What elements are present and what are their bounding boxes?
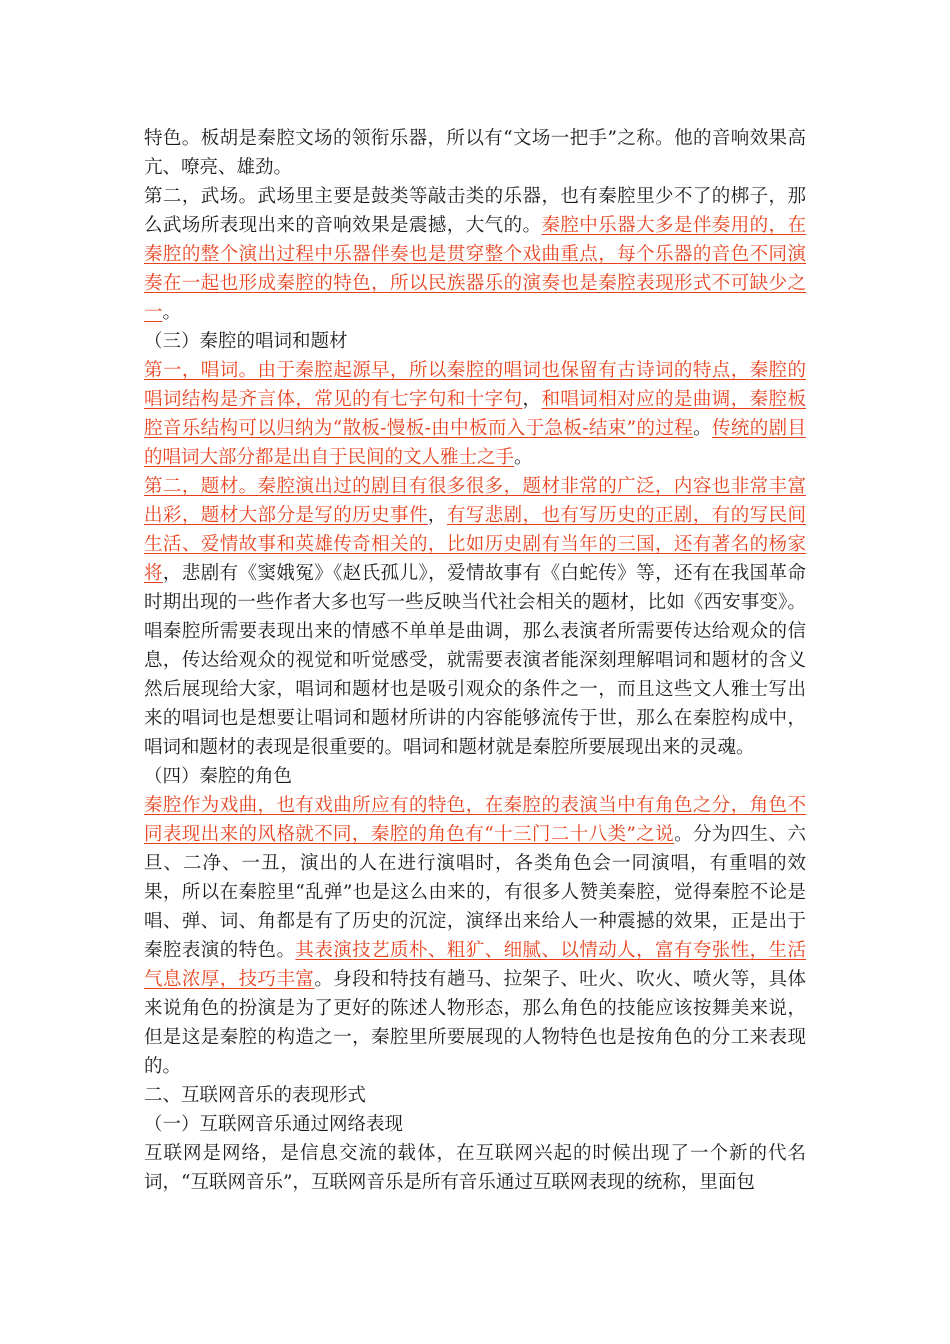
paragraph — [144, 1081, 806, 1110]
body-text: （四）秦腔的角色 — [144, 766, 293, 787]
highlighted-text: 和唱词相对应的是曲调，秦腔板腔音乐结构可以归纳为“散板-慢板-由中板而入于急板-结束”的过程 — [144, 389, 806, 439]
paragraph — [144, 182, 806, 327]
highlighted-text: 秦腔中乐器大多是伴奏用的，在秦腔的整个演出过程中乐器伴奏也是贯穿整个戏曲重点，每个乐器的音色不同演奏在一起也形成秦腔的特色，所以民族器乐的演奏也是秦腔表现形式不可缺少之一 — [144, 215, 806, 323]
body-text: 。身段和特技有趟马、拉架子、吐火、吹火、喷火等，具体来说角色的扮演是为了更好的陈述人物形态，那么角色的技能应该按舞美来说，但是这是秦腔的构造之一，秦腔里所要展现的人物特色也是按角色的分工来表现的。 — [144, 969, 806, 1077]
paragraph — [144, 356, 806, 472]
highlighted-text: 第一，唱词。由于秦腔起源早，所以秦腔的唱词也保留有古诗词的特点，秦腔的唱词结构是齐言体，常见的有七字句和十字句 — [144, 360, 806, 410]
body-text: 。分为四生、六旦、二净、一丑，演出的人在进行演唱时，各类角色会一同演唱，有重唱的效果，所以在秦腔里“乱弹”也是这么由来的，有很多人赞美秦腔，觉得秦腔不论是唱、弹、词、角都是有了历史的沉淀，演绎出来给人一种震撼的效果，正是出于秦腔表演的特色。 — [144, 824, 806, 961]
paragraph — [144, 327, 806, 356]
paragraph — [144, 1110, 806, 1139]
highlighted-text: 传统的剧目的唱词大部分都是出自于民间的文人雅士之手 — [144, 418, 806, 468]
highlighted-text: 第二，题材。秦腔演出过的剧目有很多很多，题材非常的广泛，内容也非常丰富出彩，题材大部分是写的历史事件 — [144, 476, 806, 526]
body-text: 第二，武场。武场里主要是鼓类等敲击类的乐器，也有秦腔里少不了的梆子，那么武场所表现出来的音响效果是震撼，大气的。 — [144, 186, 806, 236]
highlighted-text: 秦腔作为戏曲，也有戏曲所应有的特色，在秦腔的表演当中有角色之分，角色不同表现出来的风格就不同，秦腔的角色有“十三门二十八类”之说 — [144, 795, 806, 845]
paragraph — [144, 124, 806, 182]
highlighted-text: 其表演技艺质朴、粗犷、细腻、以情动人，富有夸张性，生活气息浓厚，技巧丰富 — [144, 940, 806, 990]
paragraph — [144, 791, 806, 1081]
body-text: 。 — [693, 418, 712, 439]
body-text: ， — [427, 505, 447, 526]
body-text: （一）互联网音乐通过网络表现 — [144, 1114, 404, 1135]
body-text: （三）秦腔的唱词和题材 — [144, 331, 348, 352]
body-text: 特色。板胡是秦腔文场的领衔乐器，所以有“文场一把手”之称。他的音响效果高亢、嘹亮、雄劲。 — [144, 128, 806, 178]
document-body — [144, 124, 806, 1197]
body-text: ， — [522, 389, 542, 410]
paragraph — [144, 472, 806, 762]
body-text: 二、互联网音乐的表现形式 — [144, 1085, 367, 1106]
body-text: 互联网是网络，是信息交流的载体，在互联网兴起的时候出现了一个新的代名词，“互联网音乐”，互联网音乐是所有音乐通过互联网表现的统称，里面包 — [144, 1143, 806, 1193]
paragraph — [144, 762, 806, 791]
body-text: 。 — [162, 302, 182, 323]
paragraph — [144, 1139, 806, 1197]
highlighted-text: 有写悲剧，也有写历史的正剧，有的写民间生活、爱情故事和英雄传奇相关的，比如历史剧有当年的三国，还有著名的杨家将 — [144, 505, 806, 584]
body-text: ，悲剧有《窦娥冤》《赵氏孤儿》，爱情故事有《白蛇传》等，还有在我国革命时期出现的一些作者大多也写一些反映当代社会相关的题材，比如《西安事变》。唱秦腔所需要表现出来的情感不单单是曲调，那么表演者所需要传达给观众的信息，传达给观众的视觉和听觉感受，就需要表演者能深刻理解唱词和题材的含义然后展现给大家，唱词和题材也是吸引观众的条件之一，而且这些文人雅士写出来的唱词也是想要让唱词和题材所讲的内容能够流传于世，那么在秦腔构成中，唱词和题材的表现是很重要的。唱词和题材就是秦腔所要展现出来的灵魂。 — [144, 563, 806, 758]
body-text: 。 — [514, 447, 533, 468]
